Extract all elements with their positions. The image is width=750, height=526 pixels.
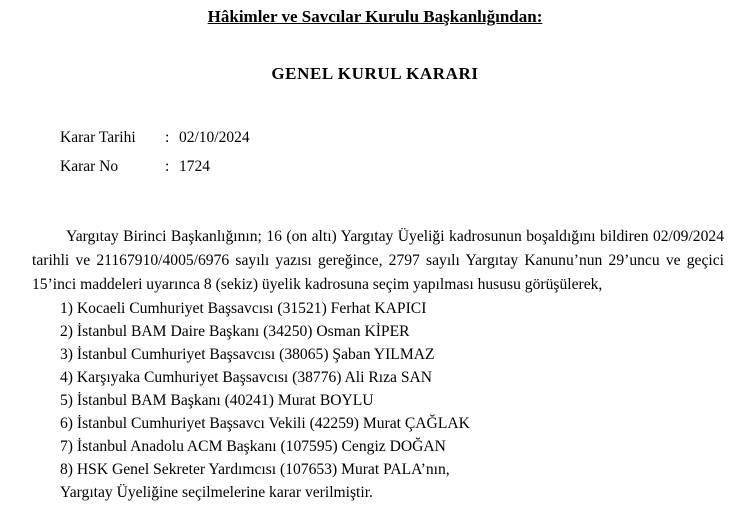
document-title: GENEL KURUL KARARI [271, 64, 479, 84]
decision-paragraph [0, 225, 750, 296]
appointee-list [0, 297, 750, 482]
decision-number-separator: : [165, 157, 170, 175]
decision-date-value: 02/10/2024 [179, 129, 250, 147]
decision-number-label: Karar No [60, 157, 119, 175]
list-item: 3) İstanbul Cumhuriyet Başsavcısı (38065) Şaban YILMAZ [60, 345, 435, 363]
list-item: 6) İstanbul Cumhuriyet Başsavcı Vekili (42259) Murat ÇAĞLAK [60, 414, 470, 432]
closing-statement: Yargıtay Üyeliğine seçilmelerine karar verilmiştir. [60, 484, 373, 502]
paragraph-text: Yargıtay Birinci Başkanlığının; 16 (on altı) Yargıtay Üyeliği kadrosunun boşaldığını bildiren 02/09/2024 tarihli ve 21167910/4005/6976 sayılı yazısı gereğince, 2797 sayılı Yargıtay Kanunu’nun 29’uncu ve geçici 15’inci maddeleri uyarınca 8 (sekiz) üyelik kadrosuna seçim yapılması hususu görüşülerek, [32, 228, 724, 293]
decision-number-row [60, 153, 750, 182]
list-item: 2) İstanbul BAM Daire Başkanı (34250) Osman KİPER [60, 322, 410, 340]
list-item: 5) İstanbul BAM Başkanı (40241) Murat BOYLU [60, 391, 374, 409]
list-item: 8) HSK Genel Sekreter Yardımcısı (107653) Murat PALA’nın, [60, 461, 450, 479]
decision-date-separator: : [165, 129, 170, 147]
decision-date-label: Karar Tarihi [60, 129, 136, 147]
list-item: 1) Kocaeli Cumhuriyet Başsavcısı (31521) Ferhat KAPICI [60, 299, 427, 317]
document-heading: Hâkimler ve Savcılar Kurulu Başkanlığından: [207, 7, 543, 26]
document-page [0, 6, 750, 526]
list-item: 7) İstanbul Anadolu ACM Başkanı (107595) Cengiz DOĞAN [60, 437, 446, 455]
decision-date-row [60, 124, 750, 153]
decision-meta [0, 124, 750, 181]
list-item: 4) Karşıyaka Cumhuriyet Başsavcısı (38776) Ali Rıza SAN [60, 368, 433, 386]
decision-number-value: 1724 [179, 157, 210, 175]
